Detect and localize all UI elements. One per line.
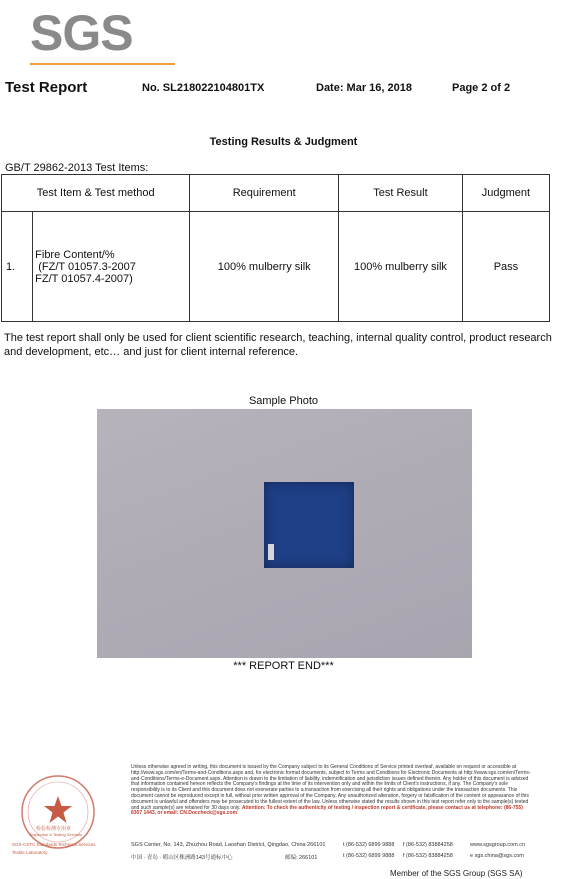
report-title: Test Report: [5, 79, 88, 96]
row-test-result: 100% mulberry silk: [339, 212, 463, 322]
report-number: No. SL218022104801TX: [142, 82, 265, 94]
inspection-stamp: [12, 768, 124, 858]
test-item-line: Fibre Content/%: [35, 248, 115, 261]
row-requirement: 100% mulberry silk: [190, 212, 339, 322]
address-cn: 中国 · 青岛 · 崂山区株洲路143号通标中心: [131, 855, 233, 861]
test-item-line: (FZ/T 01057.3-2007: [35, 260, 136, 273]
authenticity-attention: Attention: To check the authenticity of testing / inspection report & certificate, please contact us at telephone: (86-755) 8307 1443, or email: CN.Doccheck@sgs.com: [131, 804, 523, 817]
sgs-logo-text: SGS: [30, 5, 133, 61]
stamp-text-lab: SGS-CSTC Standards Technical Services: [12, 842, 96, 847]
results-table: [1, 174, 550, 322]
address-en: SGS Center, No. 143, Zhuzhou Road, Laoshan District, Qingdao, China 266101: [131, 842, 326, 848]
fabric-label-tag: [268, 544, 274, 560]
page-number: Page 2 of 2: [452, 82, 511, 94]
row-test-item: [33, 212, 190, 322]
sgs-logo: [30, 5, 142, 61]
column-header-judgment: Judgment: [462, 175, 549, 212]
fax-en: f (86-532) 83884258: [403, 842, 453, 848]
phone-en: t (86-532) 6899 9888: [343, 842, 395, 848]
logo-rule: [30, 63, 175, 65]
stamp-text-textile: Textile Laboratory: [12, 850, 48, 855]
phone-cn: t (86-532) 6899 9888: [343, 853, 395, 859]
table-row: [2, 212, 550, 322]
website: www.sgsgroup.com.cn: [470, 842, 526, 848]
sample-photo: [97, 409, 472, 658]
report-date: Date: Mar 16, 2018: [316, 82, 412, 94]
column-header-test-result: Test Result: [339, 175, 463, 212]
table-header-row: [2, 175, 550, 212]
column-header-requirement: Requirement: [190, 175, 339, 212]
postcode-cn: 邮编: 266101: [285, 855, 318, 861]
silk-fabric-sample: [264, 482, 354, 568]
row-judgment: Pass: [462, 212, 549, 322]
test-item-line: FZ/T 01057.4-2007): [35, 272, 133, 285]
row-index: 1.: [2, 212, 33, 322]
stamp-text-en: Inspection & Testing Services: [30, 832, 83, 837]
fax-cn: f (86-532) 83884258: [403, 853, 453, 859]
report-end-marker: *** REPORT END***: [233, 660, 334, 672]
legal-text: Unless otherwise agreed in writing, this document is issued by the Company subject to its General Conditions of Service printed overleaf, available on request or accessible at http://www.sgs.com/en/Terms-and-Conditions.aspx and, for electronic format documents, subject to Terms and Conditions for Electronic Documents at http://www.sgs.com/en/Terms-and-Conditions/Terms-e-Document.aspx. Attention is drawn to the limitation of liability, indemnification and jurisdiction issues defined therein. Any holder of this document is advised that information contained hereon reflects the Company's findings at the time of its intervention only and within the limits of Client's instructions, if any. The Company's sole responsibility is to its Client and this document does not exonerate parties to a transaction from exercising all their rights and obligations under the transaction documents. This document cannot be reproduced except in full, without prior written approval of the Company. Any unauthorized alteration, forgery or falsification of the content or appearance of this document is unlawful and offenders may be prosecuted to the fullest extent of the law. Unless otherwise stated the results shown in this test report refer only to the sample(s) tested and such sample(s) are retained for 30 days only.: [131, 764, 531, 811]
section-title: Testing Results & Judgment: [209, 136, 358, 148]
test-items-label: GB/T 29862-2013 Test Items:: [5, 162, 149, 174]
usage-notice: The test report shall only be used for client scientific research, teaching, internal quality control, product research and development, etc… and just for client internal reference.: [4, 332, 552, 358]
stamp-text-cn: 检验检测专用章: [36, 826, 72, 832]
sample-photo-label: Sample Photo: [248, 395, 319, 407]
sgs-member-note: Member of the SGS Group (SGS SA): [390, 869, 523, 878]
column-header-test-item: Test Item & Test method: [2, 175, 190, 212]
email: e sgs.china@sgs.com: [470, 853, 524, 859]
legal-disclaimer: [131, 765, 535, 817]
